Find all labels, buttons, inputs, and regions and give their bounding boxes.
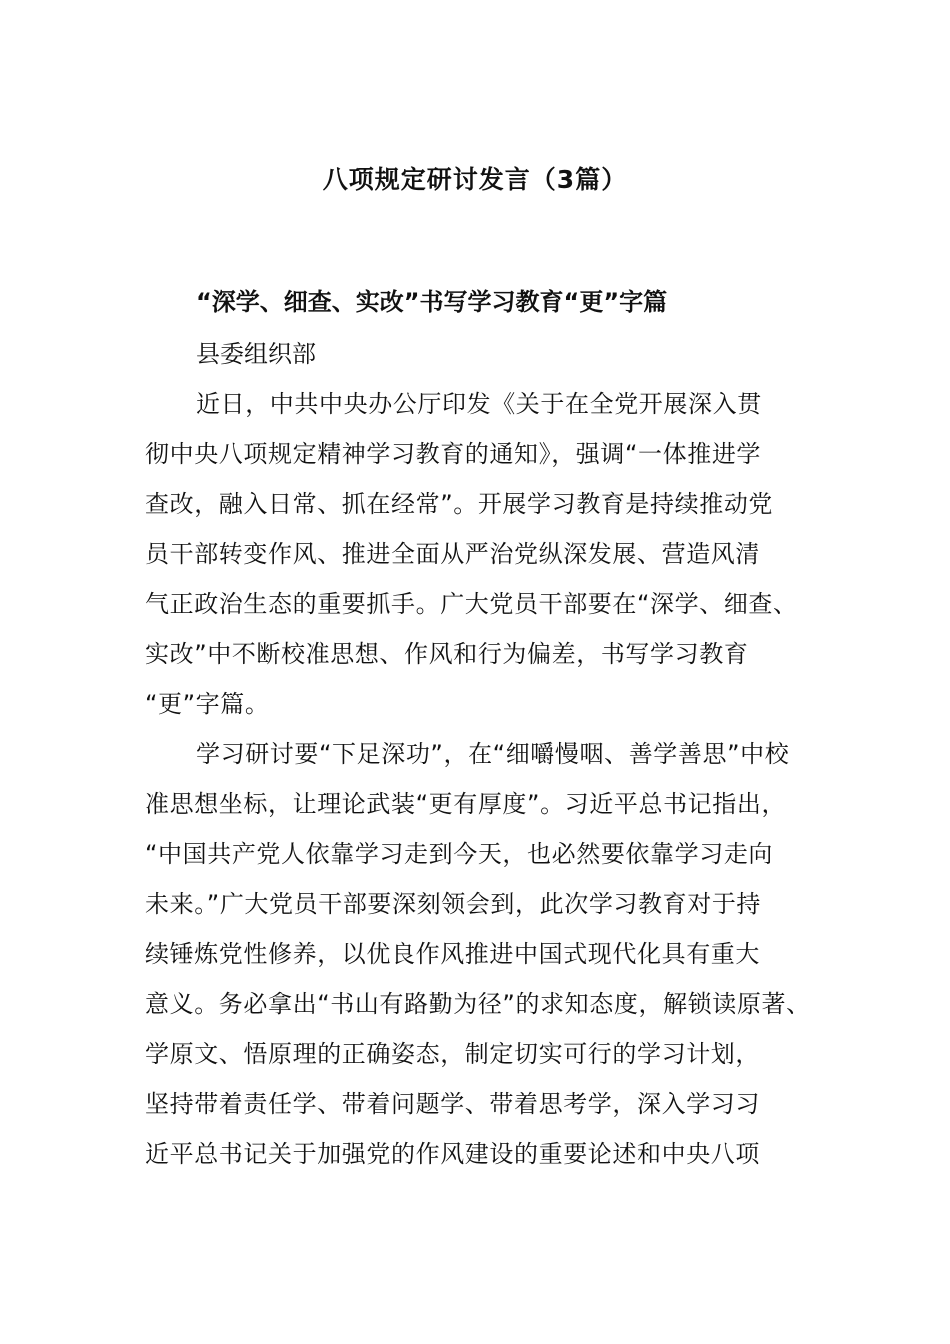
- paragraph-line: 未来。”广大党员干部要深刻领会到，此次学习教育对于持: [145, 890, 762, 918]
- paragraph-line: 坚持带着责任学、带着问题学、带着思考学，深入学习习: [145, 1090, 760, 1118]
- paragraph-line: 学原文、悟原理的正确姿态，制定切实可行的学习计划，: [145, 1040, 760, 1068]
- paragraph-line: 员干部转变作风、推进全面从严治党纵深发展、营造风清: [145, 540, 760, 568]
- paragraph-line: 实改”中不断校准思想、作风和行为偏差，书写学习教育: [145, 640, 749, 668]
- author-line: 县委组织部: [196, 340, 316, 368]
- paragraph-line: 准思想坐标，让理论武装“更有厚度”。习近平总书记指出，: [145, 790, 787, 818]
- paragraph-line: 气正政治生态的重要抓手。广大党员干部要在“深学、细查、: [145, 590, 798, 618]
- paragraph-line: 彻中央八项规定精神学习教育的通知》，强调“一体推进学: [145, 440, 762, 468]
- paragraph-line: 意义。务必拿出“书山有路勤为径”的求知态度，解锁读原著、: [145, 990, 811, 1018]
- paragraph-line: “中国共产党人依靠学习走到今天，也必然要依靠学习走向: [145, 840, 774, 868]
- document-title: 八项规定研讨发言（3篇）: [322, 165, 628, 194]
- paragraph-line: 查改，融入日常、抓在经常”。开展学习教育是持续推动党: [145, 490, 774, 518]
- paragraph-line: 近日，中共中央办公厅印发《关于在全党开展深入贯: [196, 390, 762, 418]
- paragraph-line: 学习研讨要“下足深功”，在“细嚼慢咽、善学善思”中校: [196, 740, 790, 768]
- paragraph-line: “更”字篇。: [145, 690, 270, 718]
- paragraph-line: 续锤炼党性修养，以优良作风推进中国式现代化具有重大: [145, 940, 760, 968]
- paragraph-line: 近平总书记关于加强党的作风建设的重要论述和中央八项: [145, 1140, 760, 1168]
- section-heading: “深学、细查、实改”书写学习教育“更”字篇: [196, 288, 668, 316]
